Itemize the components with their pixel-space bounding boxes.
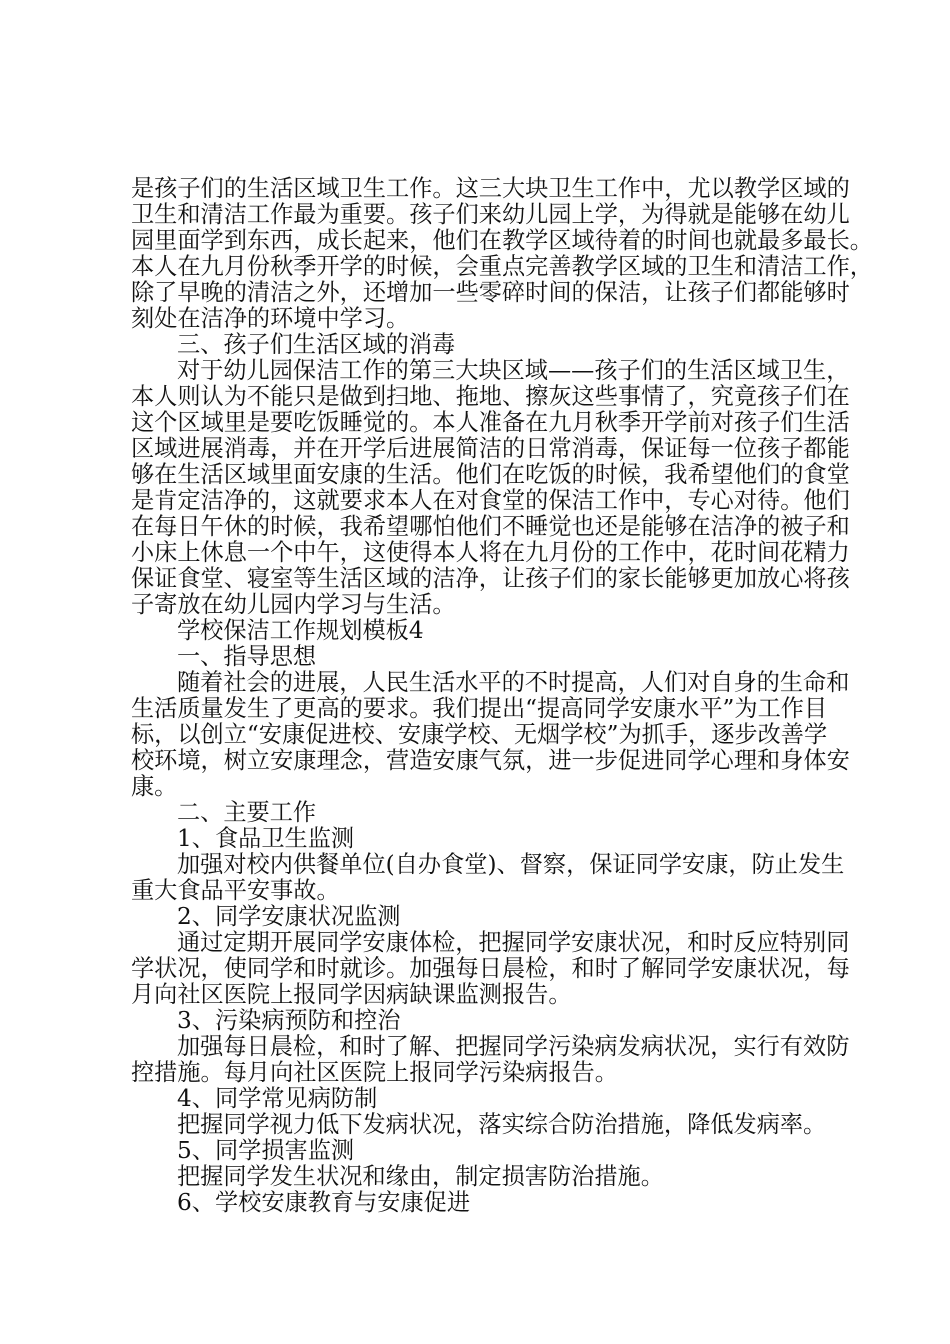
text-line: 控措施。每月向社区医院上报同学污染病报告。 — [131, 1059, 618, 1086]
text-line: 重大食品平安事故。 — [131, 877, 340, 904]
text-line: 6、学校安康教育与安康促进 — [177, 1189, 471, 1216]
text-line: 标，以创立“安康促进校、安康学校、无烟学校”为抓手，逐步改善学 — [131, 721, 828, 748]
text-line: 学校保洁工作规划模板4 — [177, 617, 424, 644]
text-line: 2、同学安康状况监测 — [177, 903, 401, 930]
text-line: 本人则认为不能只是做到扫地、拖地、擦灰这些事情了，究竟孩子们在 — [131, 383, 850, 410]
text-line: 把握同学发生状况和缘由，制定损害防治措施。 — [177, 1163, 664, 1190]
text-line: 二、主要工作 — [177, 799, 317, 826]
text-line: 园里面学到东西，成长起来，他们在教学区域待着的时间也就最多最长。 — [131, 227, 873, 254]
text-line: 刻处在洁净的环境中学习。 — [131, 305, 410, 332]
text-line: 随着社会的进展，人民生活水平的不时提高，人们对自身的生命和 — [177, 669, 850, 696]
text-line: 把握同学视力低下发病状况，落实综合防治措施，降低发病率。 — [177, 1111, 827, 1138]
text-line: 区域进展消毒，并在开学后进展简洁的日常消毒，保证每一位孩子都能 — [131, 435, 850, 462]
text-line: 加强每日晨检，和时了解、把握同学污染病发病状况，实行有效防 — [177, 1033, 850, 1060]
text-line: 1、食品卫生监测 — [177, 825, 355, 852]
text-line: 三、孩子们生活区域的消毒 — [177, 331, 456, 358]
text-line: 卫生和清洁工作最为重要。孩子们来幼儿园上学，为得就是能够在幼儿 — [131, 201, 850, 228]
text-line: 校环境，树立安康理念，营造安康气氛，进一步促进同学心理和身体安 — [131, 747, 850, 774]
text-line: 在每日午休的时候，我希望哪怕他们不睡觉也还是能够在洁净的被子和 — [131, 513, 850, 540]
text-line: 4、同学常见病防制 — [177, 1085, 378, 1112]
text-line: 子寄放在幼儿园内学习与生活。 — [131, 591, 456, 618]
text-line: 康。 — [131, 773, 178, 800]
text-line: 这个区域里是要吃饭睡觉的。本人准备在九月秋季开学前对孩子们生活 — [131, 409, 850, 436]
text-line: 对于幼儿园保洁工作的第三大块区域——孩子们的生活区域卫生， — [177, 357, 850, 384]
text-line: 是孩子们的生活区域卫生工作。这三大块卫生工作中，尤以教学区域的 — [131, 175, 850, 202]
text-line: 生活质量发生了更高的要求。我们提出“提高同学安康水平”为工作目 — [131, 695, 828, 722]
text-line: 保证食堂、寝室等生活区域的洁净，让孩子们的家长能够更加放心将孩 — [131, 565, 850, 592]
text-line: 一、指导思想 — [177, 643, 317, 670]
text-line: 5、同学损害监测 — [177, 1137, 355, 1164]
text-line: 除了早晚的清洁之外，还增加一些零碎时间的保洁，让孩子们都能够时 — [131, 279, 850, 306]
text-line: 够在生活区域里面安康的生活。他们在吃饭的时候，我希望他们的食堂 — [131, 461, 850, 488]
text-line: 学状况，使同学和时就诊。加强每日晨检，和时了解同学安康状况，每 — [131, 955, 850, 982]
text-line: 是肯定洁净的，这就要求本人在对食堂的保洁工作中，专心对待。他们 — [131, 487, 850, 514]
document-body — [131, 175, 873, 1216]
text-line: 小床上休息一个中午，这使得本人将在九月份的工作中，花时间花精力 — [131, 539, 850, 566]
text-line: 通过定期开展同学安康体检，把握同学安康状况，和时反应特别同 — [177, 929, 850, 956]
text-line: 加强对校内供餐单位(自办食堂)、督察，保证同学安康，防止发生 — [177, 851, 845, 878]
text-line: 3、污染病预防和控治 — [177, 1007, 401, 1034]
text-line: 月向社区医院上报同学因病缺课监测报告。 — [131, 981, 572, 1008]
text-line: 本人在九月份秋季开学的时候，会重点完善教学区域的卫生和清洁工作， — [131, 253, 873, 280]
